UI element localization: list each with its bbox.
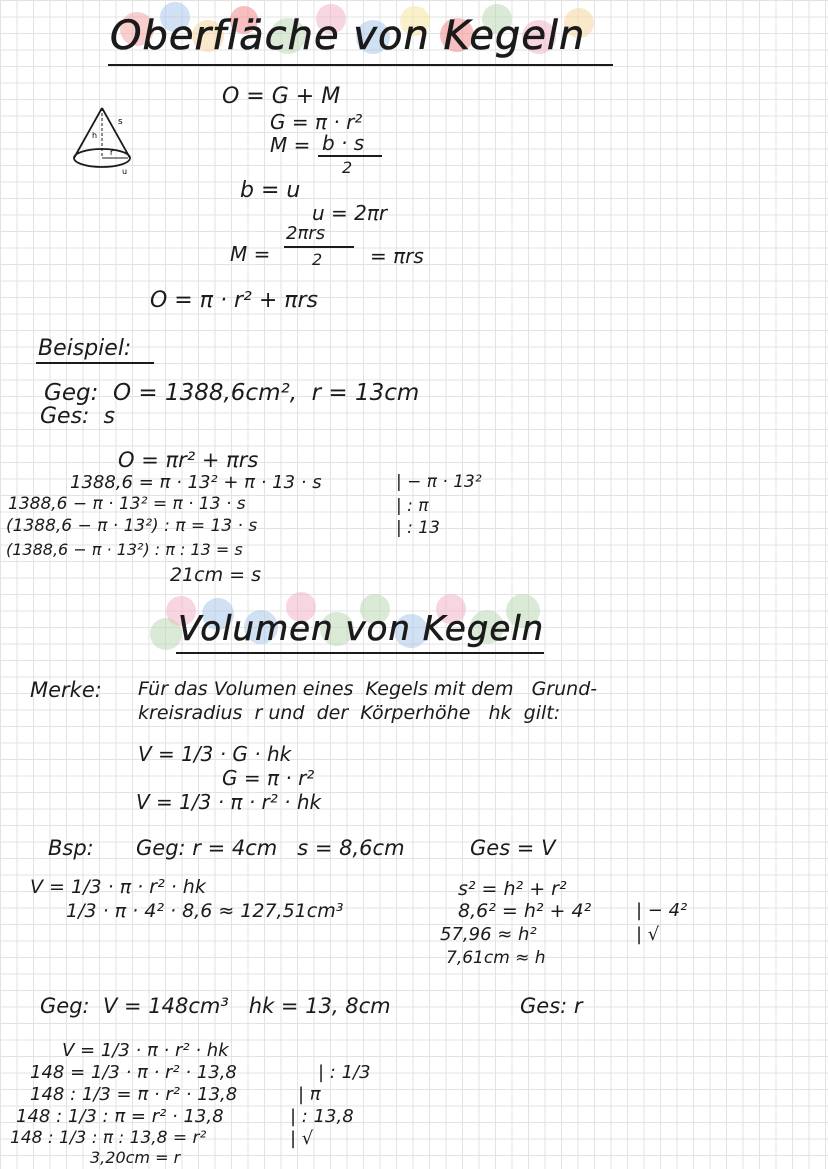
beispiel-step: 21cm = s <box>170 564 262 586</box>
bsp1-given: Geg: r = 4cm s = 8,6cm <box>136 836 405 860</box>
formula-m2-denominator: 2 <box>312 250 323 269</box>
cone-label-radius: r <box>110 148 114 157</box>
merke-label: Merke: <box>30 678 102 702</box>
beispiel-op: | : 13 <box>396 518 440 538</box>
formula-o: O = G + M <box>222 84 341 109</box>
beispiel-step: (1388,6 − π · 13²) : π : 13 = s <box>6 540 243 559</box>
bsp1-right-step: s² = h² + r² <box>458 878 567 900</box>
formula-u: u = 2πr <box>312 201 388 225</box>
bsp-label: Bsp: <box>48 836 94 860</box>
bsp2-step: 148 = 1/3 · π · r² · 13,8 <box>30 1062 237 1083</box>
cone-label-base: u <box>122 167 128 176</box>
beispiel-step: 1388,6 = π · 13² + π · 13 · s <box>70 472 322 493</box>
fraction-bar <box>284 246 354 248</box>
fraction-bar <box>318 155 382 157</box>
bsp1-op: | √ <box>636 924 660 945</box>
formula-m2-numerator: 2πrs <box>286 223 326 244</box>
bsp1-op: | − 4² <box>636 900 688 921</box>
beispiel-sought: Ges: s <box>40 404 115 429</box>
beispiel-step: 1388,6 − π · 13² = π · 13 · s <box>8 494 246 514</box>
beispiel-step: O = πr² + πrs <box>118 448 259 472</box>
bsp2-sought: Ges: r <box>520 994 583 1018</box>
bsp2-step: V = 1/3 · π · r² · hk <box>62 1040 229 1061</box>
bsp2-op: | : 1/3 <box>318 1062 371 1083</box>
beispiel-step: (1388,6 − π · 13²) : π = 13 · s <box>6 516 258 536</box>
bsp1-left-step: V = 1/3 · π · r² · hk <box>30 876 206 898</box>
bsp2-op: | π <box>298 1084 321 1105</box>
formula-m-numerator: b · s <box>322 131 365 155</box>
cone-diagram <box>62 100 142 180</box>
volume-formula-full: V = 1/3 · π · r² · hk <box>136 790 322 814</box>
bsp2-step: 148 : 1/3 = π · r² · 13,8 <box>30 1084 238 1105</box>
beispiel-underline <box>36 362 154 364</box>
merke-line-1: Für das Volumen eines Kegels mit dem Grund- <box>138 678 598 700</box>
formula-g: G = π · r² <box>270 110 363 134</box>
formula-b: b = u <box>240 178 301 203</box>
bsp2-step: 3,20cm = r <box>90 1148 181 1167</box>
base-area-formula: G = π · r² <box>222 766 315 790</box>
bsp1-sought: Ges = V <box>470 836 556 860</box>
beispiel-op: | : π <box>396 496 429 516</box>
bsp1-right-step: 57,96 ≈ h² <box>440 924 537 945</box>
title-underline <box>108 64 613 66</box>
section2-title: Volumen von Kegeln <box>178 609 545 649</box>
section1-title: Oberfläche von Kegeln <box>110 13 586 59</box>
beispiel-given: Geg: O = 1388,6cm², r = 13cm <box>44 380 420 406</box>
bsp2-given: Geg: V = 148cm³ hk = 13, 8cm <box>40 994 391 1018</box>
beispiel-op: | − π · 13² <box>396 472 482 492</box>
formula-m2-label: M = <box>230 242 271 266</box>
beispiel-heading: Beispiel: <box>38 336 132 361</box>
formula-m-denominator: 2 <box>342 158 353 177</box>
bsp1-right-step: 7,61cm ≈ h <box>446 948 546 968</box>
bsp2-op: | √ <box>290 1128 314 1149</box>
cone-label-height: h <box>92 131 98 140</box>
formula-m2-result: = πrs <box>370 244 424 268</box>
bsp2-step: 148 : 1/3 : π = r² · 13,8 <box>16 1106 224 1127</box>
merke-line-2: kreisradius r und der Körperhöhe hk gilt: <box>138 702 561 724</box>
formula-o-final: O = π · r² + πrs <box>150 288 318 313</box>
bsp2-step: 148 : 1/3 : π : 13,8 = r² <box>10 1128 207 1148</box>
bsp2-op: | : 13,8 <box>290 1106 354 1127</box>
title-underline <box>176 652 544 654</box>
formula-m-label: M = <box>270 133 311 157</box>
bsp1-left-step: 1/3 · π · 4² · 8,6 ≈ 127,51cm³ <box>66 900 344 922</box>
bsp1-right-step: 8,6² = h² + 4² <box>458 900 592 922</box>
cone-label-side: s <box>118 117 123 127</box>
volume-formula: V = 1/3 · G · hk <box>138 742 292 766</box>
